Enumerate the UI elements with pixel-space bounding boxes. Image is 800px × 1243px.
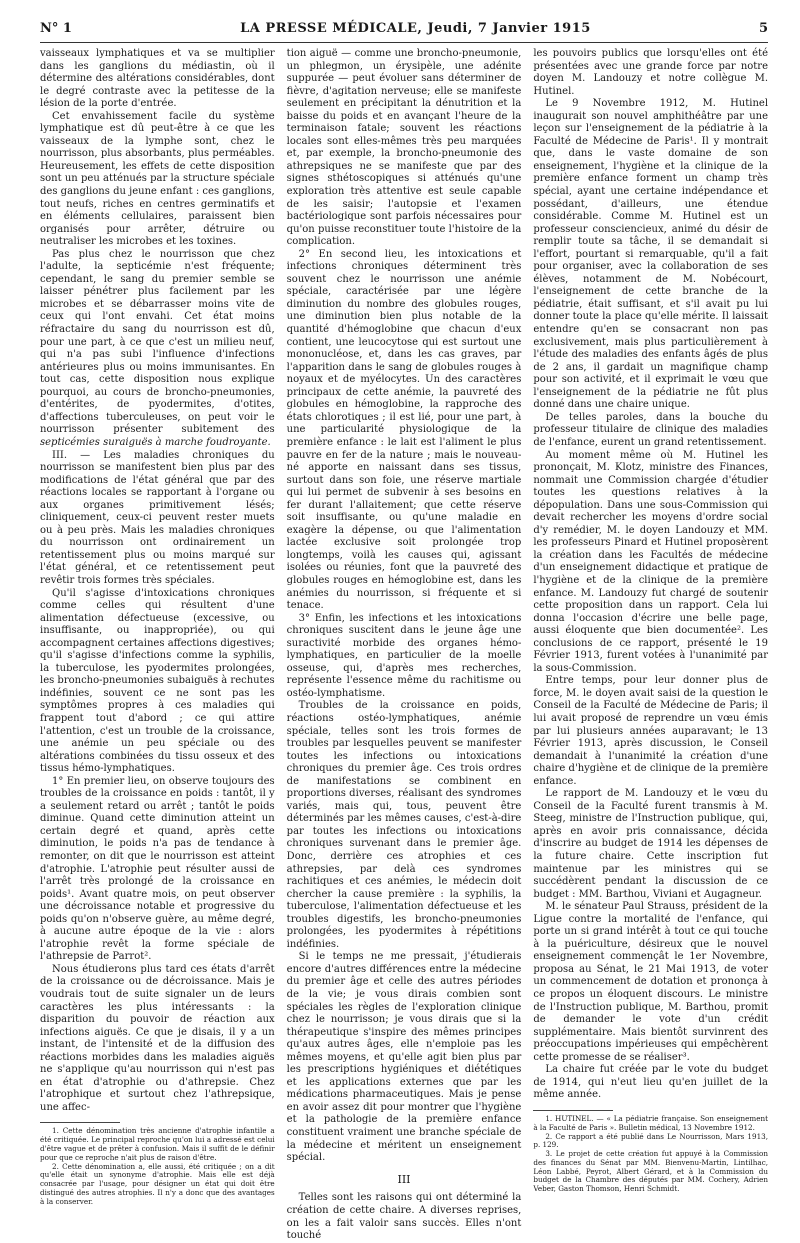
- paragraph: 3° Enfin, les infections et les intoxications chroniques suscitent dans le jeune âge une suractivité morbide des organes hémo-lymphatiques, en particulier de la moelle osseuse, qui, d'après mes recherches, représente l'essence même du rachitisme ou ostéo-lymphatisme.: [286, 612, 522, 699]
- page-number: 5: [758, 20, 768, 36]
- paragraph: les pouvoirs publics que lorsqu'elles ont été présentées avec une grande force par notre doyen M. Landouzy et notre collègue M. Hutinel.: [533, 48, 769, 97]
- column-3: [533, 48, 768, 1243]
- paragraph: Entre temps, pour leur donner plus de force, M. le doyen avait saisi de la question le Conseil de la Faculté de Médecine de Paris; il lui avait proposé de reprendre un vœu émis par lui plusieurs années auparavant; le 13 Février 1913, après discussion, le Conseil demandait à l'unanimité la création d'une chaire d'hygiène et de clinique de la première enfance.: [533, 675, 769, 787]
- section-heading: III: [397, 1172, 411, 1186]
- paragraph: Telles sont les raisons qui ont déterminé la création de cette chaire. A diverses reprises, on les a fait valoir sans succès. Elles n'ont touché: [286, 1192, 522, 1242]
- emphasis-text: septicémies suraiguës à marche foudroyante.: [40, 436, 271, 448]
- footnote: 3. Le projet de cette création fut appuyé à la Commission des finances du Sénat par MM. Bienvenu-Martin, Lintilhac, Léon Labbé, Peyrot, Albert Gérard, et à la Commission du budget de la Chambre des députés par MM. Cochery, Adrien Veber, Gaston Thomson, Henri Schmidt.: [533, 1149, 769, 1194]
- issue-number: N° 1: [40, 20, 72, 36]
- footnote: 1. Cette dénomination très ancienne d'atrophie infantile a été critiquée. Le principal reproche qu'on lui a adressé est celui d'être vague et de prêter à confusion. Mais il suffit de le définir pour que ce reproche n'ait plus de raison d'être.: [40, 1126, 275, 1162]
- paragraph: III. — Les maladies chroniques du nourrisson se manifestent bien plus par des modifications de l'état général que par des réactions locales se rapportant à l'organe ou aux organes primitivement lésés; cliniquement, ceux-ci peuvent rester muets ou à peu près. Mais les maladies chroniques du nourrisson ont ordinairement un retentissement plus ou moins marqué sur l'état général, et ce retentissement peut revêtir trois formes très spéciales.: [40, 449, 275, 586]
- paragraph: La chaire fut créée par le vote du budget de 1914, qui n'eut lieu qu'en juillet de la même année.: [533, 1064, 769, 1101]
- text-columns: [40, 48, 768, 1243]
- footnote: 1. HUTINEL. — « La pédiatrie française. Son enseignement à la Faculté de Paris ». Bulletin médical, 13 Novembre 1912.: [533, 1113, 769, 1132]
- paragraph: Si le temps ne me pressait, j'étudierais encore d'autres différences entre la médecine du premier âge et celle des autres périodes de la vie; je vous dirais combien sont spéciales les règles de l'exploration clinique chez le nourrisson; je vous dirais que si la thérapeutique s'inspire des mêmes principes qu'aux autres âges, elle n'emploie pas les mêmes moyens, et qu'elle agit bien plus par les prescriptions hygiéniques et diététiques et les applications externes que par les médications pharmaceutiques. Mais je pense en avoir assez dit pour montrer que l'hygiène et la pathologie de la première enfance constituent vraiment une branche spéciale de la médecine et méritent un enseignement spécial.: [286, 951, 522, 1164]
- paragraph: tion aiguë — comme une broncho-pneumonie, un phlegmon, un érysipèle, une adénite suppurée — peut évoluer sans déterminer de fièvre, d'agitation nerveuse; elle se manifeste seulement en précipitant la dénutrition et la baisse du poids et en avançant l'heure de la terminaison fatale; souvent les réactions locales sont elles-mêmes très peu marquées et, par exemple, la broncho-pneumonie des athrepsiques ne se manifeste que par des signes sthétoscopiques si atténués qu'une exploration très attentive est seule capable de les saisir; l'autopsie et l'examen bactériologique sont parfois nécessaires pour qu'on puisse reconstituer toute l'histoire de la complication.: [286, 48, 522, 248]
- paragraph: 1° En premier lieu, on observe toujours des troubles de la croissance en poids : tantôt, il y a seulement retard ou arrêt ; tantôt le poids diminue. Quand cette diminution atteint un certain degré et quand, après cette diminution, le poids n'a pas de tendance à remonter, on dit que le nourrisson est atteint d'atrophie. L'atrophie peut résulter aussi de l'arrêt très prolongé de la croissance en poids¹. Avant quatre mois, on peut observer une décroissance notable et progressive du poids qu'on n'observe guère, au même degré, à aucune autre époque de la vie : alors l'atrophie revêt la forme spéciale de l'athrepsie de Parrot².: [40, 775, 275, 963]
- footnote: 2. Cette dénomination a, elle aussi, été critiquée ; on a dit qu'elle était un synonyme d'atrophie. Mais elle est déjà consacrée par l'usage, pour désigner un état qui doit être distingué des autres atrophies. Il n'y a donc que des avantages à la conserver.: [40, 1161, 275, 1206]
- paragraph: De telles paroles, dans la bouche du professeur titulaire de clinique des maladies de l'enfance, eurent un grand retentissement.: [533, 411, 769, 448]
- paragraph: Le 9 Novembre 1912, M. Hutinel inaugurait son nouvel amphithéâtre par une leçon sur l'enseignement de la pédiatrie à la Faculté de Médecine de Paris¹. Il y montrait que, dans le vaste domaine de son enseignement, l'hygiène et la clinique de la première enfance forment un champ très spécial, ayant une certaine indépendance et possédant, d'ailleurs, une étendue considérable. Comme M. Hutinel est un professeur consciencieux, animé du désir de remplir toute sa tâche, il se demandait si l'effort, pourtant si remarquable, qu'il a fait pour organiser, avec la collaboration de ses élèves, notamment de M. Nobécourt, l'enseignement de cette branche de la pédiatrie, était suffisant, et s'il avait pu lui donner toute la place qu'elle mérite. Il laissait entendre qu'en se consacrant non pas exclusivement, mais plus particulièrement à l'étude des maladies des enfants âgés de plus de 2 ans, il gardait un magnifique champ pour son activité, et il exprimait le vœu que l'enseignement de la pédiatrie ne fût plus donné dans une chaire unique.: [533, 98, 769, 411]
- paragraph: Nous étudierons plus tard ces états d'arrêt de la croissance ou de décroissance. Mais je voudrais tout de suite signaler un de leurs caractères les plus intéressants : la disparition du pouvoir de réaction aux infections aiguës. Ce que je disais, il y a un instant, de l'intensité et de la diffusion des réactions morbides dans les maladies aiguës ne s'applique qu'au nourrisson qui n'est pas en état d'atrophie ou d'athrepsie. Chez l'atrophique et surtout chez l'athrepsique, une affec-: [40, 963, 275, 1113]
- column-1: [40, 48, 275, 1243]
- paragraph: Cet envahissement facile du système lymphatique est dû peut-être à ce que les vaisseaux de la lymphe sont, chez le nourrisson, plus absorbants, plus perméables. Heureusement, les effets de cette disposition sont un peu atténués par la structure spéciale des ganglions du jeune enfant : ces ganglions, tout neufs, riches en centres germinatifs et en éléments cellulaires, paraissent bien organisés pour arrêter, détruire ou neutraliser les microbes et les toxines.: [40, 110, 275, 248]
- footnote: 2. Ce rapport a été publié dans Le Nourrisson, Mars 1913, p. 129.: [533, 1131, 769, 1150]
- paragraph: vaisseaux lymphatiques et va se multiplier dans les ganglions du médiastin, où il détermine des altérations considérables, dont le degré contraste avec la petitesse de la lésion de la porte d'entrée.: [40, 48, 275, 110]
- paragraph: Le rapport de M. Landouzy et le vœu du Conseil de la Faculté furent transmis à M. Steeg, ministre de l'Instruction publique, qui, après en avoir pris connaissance, décida d'inscrire au budget de 1914 les dépenses de la future chaire. Cette inscription fut maintenue par les ministres qui se succédèrent pendant la discussion de ce budget : MM. Barthou, Viviani et Augagneur.: [533, 788, 769, 900]
- column-2: [287, 48, 522, 1243]
- footnote-divider: [533, 1110, 613, 1111]
- page-header: [40, 14, 768, 43]
- paragraph: Au moment même où M. Hutinel les prononçait, M. Klotz, ministre des Finances, nommait une Commission chargée d'étudier toutes les questions relatives à la dépopulation. Dans une sous-Commission qui devait rechercher les moyens d'ordre social d'y remédier, M. le doyen Landouzy et MM. les professeurs Pinard et Hutinel proposèrent la création dans les Facultés de médecine d'un enseignement didactique et pratique de l'hygiène et de la clinique de la première enfance. M. Landouzy fut chargé de soutenir cette proposition dans un rapport. Cela lui donna l'occasion d'écrire une belle page, aussi éloquente que bien documentée². Les conclusions de ce rapport, présenté le 19 Février 1913, furent votées à l'unanimité par la sous-Commission.: [533, 449, 769, 674]
- paragraph-text: Pas plus chez le nourrisson que chez l'adulte, la septicémie n'est fréquente; cependant, le sang du premier semble se laisser pénétrer plus facilement par les microbes et se débarrasser moins vite de ceux qui l'ont envahi. Cet état moins réfractaire du sang du nourrisson est dû, pour une part, à ce que c'est un milieu neuf, qui n'a pas subi l'influence d'infections antérieures plus ou moins immunisantes. En tout cas, cette disposition nous explique pourquoi, au cours de broncho-pneumonies, d'entérites, de pyodermites, d'otites, d'affections tuberculeuses, on peut voir le nourrisson présenter subitement des: [40, 248, 275, 436]
- paragraph: M. le sénateur Paul Strauss, président de la Ligue contre la mortalité de l'enfance, qui porte un si grand intérêt à tout ce qui touche à la puériculture, désireux que le nouvel enseignement commençât le 1er Novembre, proposa au Sénat, le 21 Mai 1913, de voter un commencement de dotation et prononça à ce propos un éloquent discours. Le ministre de l'Instruction publique, M. Barthou, promit de demander le vote d'un crédit supplémentaire. Mais bientôt survinrent des préoccupations impérieuses qui empêchèrent cette promesse de se réaliser³.: [533, 901, 769, 1063]
- paragraph: Qu'il s'agisse d'intoxications chroniques comme celles qui résultent d'une alimentation défectueuse (excessive, ou insuffisante, ou inappropriée), ou qui accompagnent certaines affections digestives; qu'il s'agisse d'infections comme la syphilis, la tuberculose, les pyodermites prolongées, les broncho-pneumonies subaiguës à rechutes indéfinies, souvent ce ne sont pas les symptômes propres à ces maladies qui frappent tout d'abord ; ce qui attire l'attention, c'est un trouble de la croissance, une anémie un peu spéciale ou des altérations combinées du tissu osseux et des tissus hémo-lymphatiques.: [40, 587, 275, 775]
- paragraph: 2° En second lieu, les intoxications et infections chroniques déterminent très souvent chez le nourrisson une anémie spéciale, caractérisée par une légère diminution du nombre des globules rouges, une diminution bien plus notable de la quantité d'hémoglobine que chacun d'eux contient, une leucocytose qui est surtout une mononucléose, et, dans les cas graves, par l'apparition dans le sang de globules rouges à noyaux et de myélocytes. Un des caractères principaux de cette anémie, la pauvreté des globules en hémoglobine, la rapproche des états chlorotiques ; il est lié, pour une part, à une particularité physiologique de la première enfance : le lait est l'aliment le plus pauvre en fer de la nature ; mais le nouveau-né apporte en naissant dans ses tissus, surtout dans son foie, une réserve martiale qui lui permet de subvenir à ses besoins en fer durant l'allaitement; que cette réserve soit insuffisante, ou qu'une maladie en exagère la dépense, ou que l'alimentation lactée exclusive soit prolongée trop longtemps, voilà les causes qui, agissant isolées ou réunies, font que la pauvreté des globules rouges en hémoglobine est, dans les anémies du nourrisson, si fréquente et si tenace.: [286, 248, 522, 612]
- footnote-divider: [40, 1122, 120, 1123]
- paragraph: Troubles de la croissance en poids, réactions ostéo-lymphatiques, anémie spéciale, telles sont les trois formes de troubles par lesquelles peuvent se manifester toutes les infections ou intoxications chroniques du premier âge. Ces trois ordres de manifestations se combinent en proportions diverses, réalisant des syndromes variés, mais qui, tous, peuvent être déterminés par les mêmes causes, c'est-à-dire par toutes les infections ou intoxications chroniques survenant dans le premier âge. Donc, derrière ces atrophies et ces athrepsies, par delà ces syndromes rachitiques et ces anémies, le médecin doit chercher la cause première : la syphilis, la tuberculose, l'alimentation défectueuse et les troubles digestifs, les broncho-pneumonies prolongées, les pyodermites à répétitions indéfinies.: [286, 700, 522, 950]
- journal-title: LA PRESSE MÉDICALE, Jeudi, 7 Janvier 1915: [240, 20, 591, 36]
- paragraph: [40, 249, 275, 450]
